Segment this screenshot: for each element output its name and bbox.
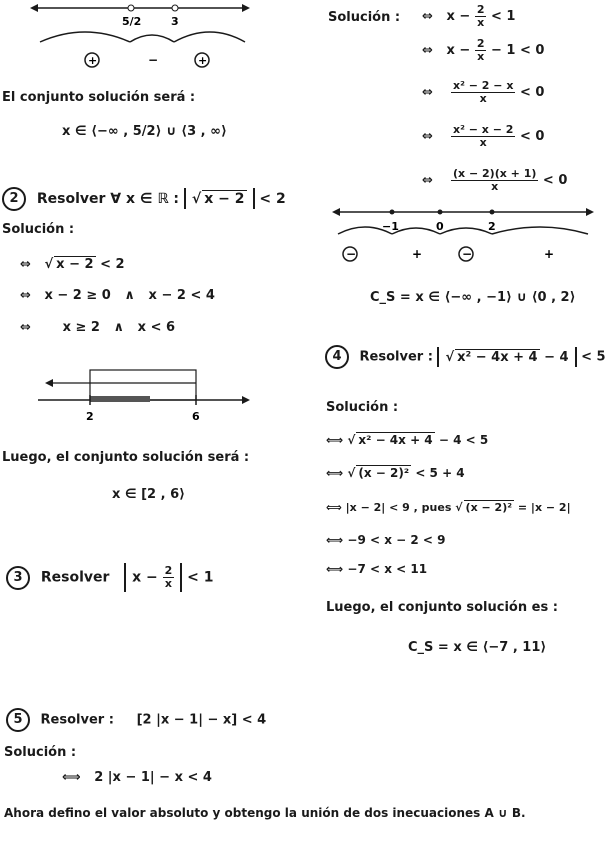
tick-label-2: 3: [171, 15, 179, 28]
left-arrow: [332, 208, 340, 216]
number-line-2: [30, 365, 250, 425]
problem-5-statement: [6, 708, 266, 732]
problem-number-4: 4: [325, 345, 349, 369]
conj1-value: x ∈ ⟨−∞ , 5/2⟩ ∪ ⟨3 , ∞⟩: [62, 124, 227, 139]
problem-3-tail: < 1: [187, 569, 214, 586]
solution-5-label: Solución :: [4, 745, 77, 760]
arc-3: [174, 32, 245, 42]
tail: < 2: [100, 257, 125, 272]
sign-4: +: [544, 247, 555, 261]
tick-label-3: 2: [488, 220, 496, 233]
right-arrow: [242, 396, 250, 404]
s4-line-5: ⟺ −7 < x < 11: [326, 562, 428, 576]
sol2-line-2: ⇔ x − 2 ≥ 0 ∧ x − 2 < 4: [20, 288, 215, 303]
s4-line-2: ⟺ √ (x − 2)² < 5 + 4: [326, 466, 465, 480]
s3-line-3: ⇔ $\frac{\text{x² − 2 − x}}{x}$ < 0: [422, 79, 545, 105]
problem-3-label: Resolver: [40, 569, 110, 586]
s3-line-1: ⇔ x − $\frac{2}{x}$ < 1: [422, 3, 516, 29]
arc-2: [392, 228, 440, 234]
problem-5-expression: [2 |x − 1| − x] < 4: [136, 712, 267, 728]
conj2-value: x ∈ [2 , 6⟩: [112, 487, 186, 502]
number-line-1: [30, 0, 250, 72]
sign-2: +: [412, 247, 423, 261]
problem-2-statement: [2, 187, 286, 211]
sign-2: −: [148, 53, 159, 67]
radicand: x − 2: [56, 257, 94, 272]
tick-label-6: 6: [192, 410, 200, 423]
problem-2-tail: < 2: [259, 191, 286, 207]
problem-5-label: Resolver :: [40, 712, 114, 728]
sign-3: +: [198, 54, 208, 67]
floor-bracket: √ x² − 4x + 4 − 4: [437, 347, 576, 367]
cs3-result: C_S = x ∈ ⟨−∞ , −1⟩ ∪ ⟨0 , 2⟩: [370, 290, 576, 305]
s3-line-4: ⇔ $\frac{\text{x² − x − 2}}{x}$ < 0: [422, 123, 545, 149]
sol2-line-3: ⇔ x ≥ 2 ∧ x < 6: [20, 320, 176, 335]
arc-3: [440, 228, 492, 234]
sign-1: −: [346, 247, 357, 261]
s3-line-2: ⇔ x − $\frac{2}{x}$ − 1 < 0: [422, 37, 545, 63]
point-neg1: [390, 210, 395, 215]
problem-4-statement: [325, 345, 606, 369]
solution-4-label: Solución :: [326, 400, 399, 415]
problem-4-tail: < 5: [581, 349, 606, 365]
problem-number-2: 2: [2, 187, 26, 211]
s5-line-1: ⟺ 2 |x − 1| − x < 4: [62, 770, 212, 785]
conj2-label: Luego, el conjunto solución será :: [2, 450, 250, 465]
arc-1: [40, 32, 130, 42]
final-paragraph: Ahora defino el valor absoluto y obtengo la unión de dos inecuaciones A ∪ B.: [4, 806, 526, 820]
right-arrow: [586, 208, 594, 216]
left-arrow: [30, 4, 38, 12]
hatched-region: [90, 396, 150, 402]
solution-2-label: Solución :: [2, 222, 75, 237]
conj4-label: Luego, el conjunto solución es :: [326, 600, 558, 615]
problem-4-label: Resolver :: [359, 349, 433, 365]
point-5-2: [128, 5, 134, 11]
s4-line-3: ⟺ |x − 2| < 9 , pues √ (x − 2)² = |x − 2|: [326, 501, 571, 514]
tick-label-2: 0: [436, 220, 444, 233]
floor-bracket: √ x − 2: [184, 188, 255, 209]
problem-number-3: 3: [6, 566, 30, 590]
upper-left-arrow: [45, 379, 53, 387]
problem-2-label: Resolver ∀ x ∈ ℝ :: [36, 191, 180, 207]
cs4-result: C_S = x ∈ ⟨−7 , 11⟩: [408, 640, 547, 655]
arc-4: [492, 227, 588, 234]
iff-symbol: ⇔: [20, 257, 31, 272]
interval-box: [90, 370, 196, 400]
right-arrow: [242, 4, 250, 12]
s4-line-1: ⟺ √ x² − 4x + 4 − 4 < 5: [326, 433, 489, 447]
conj1-label: El conjunto solución será :: [2, 90, 196, 105]
sol2-line-1: ⇔ √ x − 2 < 2: [20, 257, 125, 272]
radicand: x − 2: [204, 191, 245, 207]
sign-3: −: [462, 247, 473, 261]
sign-1: +: [88, 54, 98, 67]
number-line-3: [332, 200, 594, 268]
s4-line-4: ⟺ −9 < x − 2 < 9: [326, 533, 446, 547]
s3-line-5: ⇔ $\frac{(x - 2)(x + 1)}{x}$ < 0: [422, 167, 568, 193]
point-0: [438, 210, 443, 215]
problem-3-statement: [6, 563, 213, 592]
tick-label-1: −1: [382, 220, 399, 233]
floor-bracket: x − $\frac{2}{x}$: [124, 563, 182, 592]
point-2: [490, 210, 495, 215]
problem-number-5: 5: [6, 708, 30, 732]
point-3: [172, 5, 178, 11]
solution-3-label: Solución :: [328, 10, 401, 25]
tick-label-1: 5/2: [122, 15, 142, 28]
tick-label-2: 2: [86, 410, 94, 423]
arc-2: [130, 35, 174, 42]
